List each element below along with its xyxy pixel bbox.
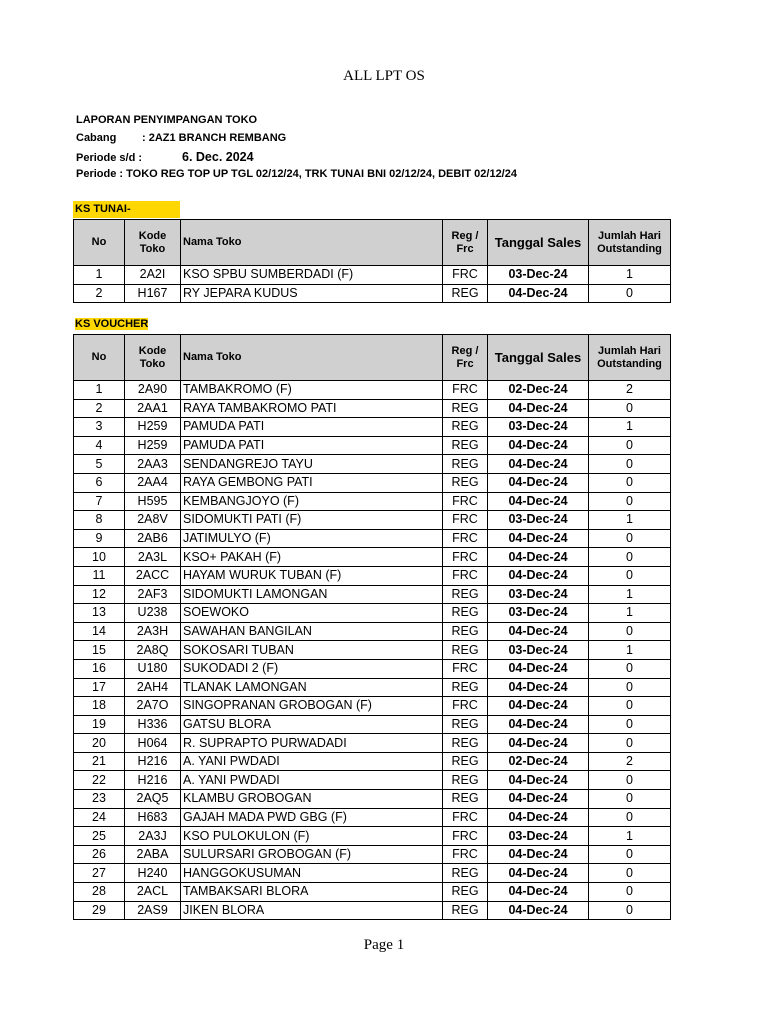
cell-tanggal: 04-Dec-24: [488, 715, 589, 734]
cell-no: 16: [74, 659, 125, 678]
cell-jumlah: 0: [589, 622, 671, 641]
cell-nama: KEMBANGJOYO (F): [181, 492, 443, 511]
page-number: Page 1: [363, 937, 405, 953]
cell-reg: FRC: [443, 266, 488, 285]
cell-nama: KLAMBU GROBOGAN: [181, 790, 443, 809]
cell-tanggal: 04-Dec-24: [488, 622, 589, 641]
cell-kode: 2A3H: [125, 622, 181, 641]
table-row: [74, 548, 671, 567]
cell-tanggal: 03-Dec-24: [488, 418, 589, 437]
cell-no: 3: [74, 418, 125, 437]
periode-line: [76, 150, 254, 164]
col-no-header: No: [74, 220, 125, 266]
cell-nama: PAMUDA PATI: [181, 418, 443, 437]
table-row: [74, 585, 671, 604]
cell-nama: TAMBAKSARI BLORA: [181, 883, 443, 902]
cell-nama: GATSU BLORA: [181, 715, 443, 734]
cell-tanggal: 03-Dec-24: [488, 827, 589, 846]
cell-kode: H336: [125, 715, 181, 734]
cell-kode: 2AF3: [125, 585, 181, 604]
cell-jumlah: 0: [589, 529, 671, 548]
ks-tunai-label: KS TUNAI-: [73, 201, 180, 218]
cell-nama: RAYA GEMBONG PATI: [181, 473, 443, 492]
cell-jumlah: 0: [589, 790, 671, 809]
table-header-row: [74, 335, 671, 381]
cell-no: 2: [74, 284, 125, 303]
cell-nama: SAWAHAN BANGILAN: [181, 622, 443, 641]
table-row: [74, 883, 671, 902]
cabang-line: [76, 132, 286, 144]
cell-no: 13: [74, 604, 125, 623]
cell-jumlah: 1: [589, 641, 671, 660]
col-no-header: No: [74, 335, 125, 381]
cell-reg: FRC: [443, 697, 488, 716]
col-tanggal-header: Tanggal Sales: [488, 335, 589, 381]
table-row: [74, 845, 671, 864]
cell-nama: A. YANI PWDADI: [181, 752, 443, 771]
cell-no: 29: [74, 901, 125, 920]
cell-nama: RAYA TAMBAKROMO PATI: [181, 399, 443, 418]
cell-jumlah: 0: [589, 455, 671, 474]
table-row: [74, 827, 671, 846]
col-nama-header: Nama Toko: [181, 220, 443, 266]
cell-tanggal: 04-Dec-24: [488, 734, 589, 753]
cell-tanggal: 04-Dec-24: [488, 473, 589, 492]
cabang-label: Cabang: [76, 132, 117, 144]
cell-no: 4: [74, 436, 125, 455]
cell-tanggal: 04-Dec-24: [488, 864, 589, 883]
table-row: [74, 715, 671, 734]
cell-no: 23: [74, 790, 125, 809]
cell-nama: HANGGOKUSUMAN: [181, 864, 443, 883]
cell-kode: 2A8V: [125, 511, 181, 530]
cell-reg: FRC: [443, 381, 488, 400]
cell-reg: REG: [443, 622, 488, 641]
cell-no: 2: [74, 399, 125, 418]
cell-reg: FRC: [443, 808, 488, 827]
cell-kode: 2AA4: [125, 473, 181, 492]
cell-nama: SOEWOKO: [181, 604, 443, 623]
cell-tanggal: 04-Dec-24: [488, 548, 589, 567]
cell-tanggal: 03-Dec-24: [488, 585, 589, 604]
cell-jumlah: 0: [589, 771, 671, 790]
cell-jumlah: 0: [589, 715, 671, 734]
cell-jumlah: 0: [589, 284, 671, 303]
cell-tanggal: 04-Dec-24: [488, 492, 589, 511]
table-row: [74, 752, 671, 771]
cell-reg: REG: [443, 418, 488, 437]
cell-jumlah: 1: [589, 827, 671, 846]
table-row: [74, 678, 671, 697]
table-row: [74, 529, 671, 548]
cell-nama: SUKODADI 2 (F): [181, 659, 443, 678]
cell-reg: REG: [443, 678, 488, 697]
table-row: [74, 734, 671, 753]
cell-no: 1: [74, 266, 125, 285]
table-row: [74, 381, 671, 400]
table-row: [74, 436, 671, 455]
cell-reg: REG: [443, 641, 488, 660]
table-row: [74, 418, 671, 437]
cell-kode: 2AS9: [125, 901, 181, 920]
cell-kode: H216: [125, 752, 181, 771]
cell-nama: JIKEN BLORA: [181, 901, 443, 920]
cell-no: 18: [74, 697, 125, 716]
cell-reg: REG: [443, 901, 488, 920]
cell-kode: 2A3J: [125, 827, 181, 846]
cell-kode: U238: [125, 604, 181, 623]
cell-kode: 2AA1: [125, 399, 181, 418]
cell-nama: SIDOMUKTI LAMONGAN: [181, 585, 443, 604]
col-kode-header: Kode Toko: [125, 220, 181, 266]
col-kode-header: Kode Toko: [125, 335, 181, 381]
table-row: [74, 864, 671, 883]
cell-reg: REG: [443, 734, 488, 753]
col-jumlah-header: Jumlah Hari Outstanding: [589, 220, 671, 266]
table-row: [74, 697, 671, 716]
cell-no: 14: [74, 622, 125, 641]
col-reg-header: Reg / Frc: [443, 335, 488, 381]
cell-kode: H064: [125, 734, 181, 753]
cell-no: 1: [74, 381, 125, 400]
cell-kode: 2AH4: [125, 678, 181, 697]
cell-kode: 2AB6: [125, 529, 181, 548]
cell-kode: U180: [125, 659, 181, 678]
cabang-value: : 2AZ1 BRANCH REMBANG: [142, 132, 287, 144]
cell-kode: H167: [125, 284, 181, 303]
col-jumlah-header: Jumlah Hari Outstanding: [589, 335, 671, 381]
cell-jumlah: 1: [589, 511, 671, 530]
cell-tanggal: 02-Dec-24: [488, 381, 589, 400]
page-title: ALL LPT OS: [343, 68, 425, 84]
periode-value: 6. Dec. 2024: [182, 150, 254, 164]
cell-nama: HAYAM WURUK TUBAN (F): [181, 566, 443, 585]
cell-tanggal: 04-Dec-24: [488, 455, 589, 474]
cell-nama: SULURSARI GROBOGAN (F): [181, 845, 443, 864]
cell-no: 10: [74, 548, 125, 567]
cell-kode: 2AA3: [125, 455, 181, 474]
cell-nama: SOKOSARI TUBAN: [181, 641, 443, 660]
cell-jumlah: 0: [589, 678, 671, 697]
cell-jumlah: 2: [589, 381, 671, 400]
cell-jumlah: 0: [589, 808, 671, 827]
cell-kode: 2ACL: [125, 883, 181, 902]
cell-kode: 2ABA: [125, 845, 181, 864]
table-row: [74, 771, 671, 790]
cell-no: 17: [74, 678, 125, 697]
cell-jumlah: 0: [589, 436, 671, 455]
cell-no: 12: [74, 585, 125, 604]
cell-kode: H595: [125, 492, 181, 511]
cell-jumlah: 0: [589, 901, 671, 920]
cell-jumlah: 2: [589, 752, 671, 771]
cell-no: 15: [74, 641, 125, 660]
cell-tanggal: 02-Dec-24: [488, 752, 589, 771]
cell-reg: REG: [443, 752, 488, 771]
cell-nama: SIDOMUKTI PATI (F): [181, 511, 443, 530]
table-row: [74, 399, 671, 418]
table-row: [74, 622, 671, 641]
cell-no: 7: [74, 492, 125, 511]
cell-kode: 2A2I: [125, 266, 181, 285]
cell-jumlah: 0: [589, 473, 671, 492]
cell-no: 26: [74, 845, 125, 864]
cell-kode: H259: [125, 418, 181, 437]
table-row: [74, 901, 671, 920]
report-title: LAPORAN PENYIMPANGAN TOKO: [76, 114, 258, 126]
cell-no: 11: [74, 566, 125, 585]
cell-reg: REG: [443, 455, 488, 474]
table-row: [74, 604, 671, 623]
cell-jumlah: 1: [589, 585, 671, 604]
col-tanggal-header: Tanggal Sales: [488, 220, 589, 266]
table-row: [74, 808, 671, 827]
cell-kode: 2A7O: [125, 697, 181, 716]
cell-reg: REG: [443, 790, 488, 809]
cell-jumlah: 0: [589, 659, 671, 678]
cell-tanggal: 04-Dec-24: [488, 845, 589, 864]
cell-reg: FRC: [443, 492, 488, 511]
cell-reg: REG: [443, 883, 488, 902]
cell-tanggal: 04-Dec-24: [488, 771, 589, 790]
table-row: [74, 455, 671, 474]
cell-no: 19: [74, 715, 125, 734]
cell-no: 24: [74, 808, 125, 827]
cell-reg: FRC: [443, 548, 488, 567]
ks-voucher-label: [73, 316, 148, 333]
cell-nama: JATIMULYO (F): [181, 529, 443, 548]
cell-jumlah: 0: [589, 492, 671, 511]
cell-tanggal: 04-Dec-24: [488, 284, 589, 303]
cell-kode: 2A3L: [125, 548, 181, 567]
periode-detail: Periode : TOKO REG TOP UP TGL 02/12/24, TRK TUNAI BNI 02/12/24, DEBIT 02/12/24: [76, 168, 517, 180]
cell-nama: TAMBAKROMO (F): [181, 381, 443, 400]
cell-reg: REG: [443, 399, 488, 418]
cell-kode: H683: [125, 808, 181, 827]
col-reg-header: Reg / Frc: [443, 220, 488, 266]
table-row: [74, 284, 671, 303]
cell-jumlah: 0: [589, 883, 671, 902]
cell-reg: FRC: [443, 511, 488, 530]
cell-jumlah: 0: [589, 734, 671, 753]
cell-jumlah: 0: [589, 399, 671, 418]
cell-no: 25: [74, 827, 125, 846]
cell-reg: REG: [443, 473, 488, 492]
cell-nama: KSO PULOKULON (F): [181, 827, 443, 846]
table-row: [74, 659, 671, 678]
cell-reg: REG: [443, 604, 488, 623]
cell-jumlah: 0: [589, 697, 671, 716]
cell-reg: REG: [443, 771, 488, 790]
cell-kode: 2A90: [125, 381, 181, 400]
cell-nama: KSO+ PAKAH (F): [181, 548, 443, 567]
ks-voucher-table: [73, 334, 671, 920]
table-header-row: [74, 220, 671, 266]
cell-nama: GAJAH MADA PWD GBG (F): [181, 808, 443, 827]
cell-nama: SINGOPRANAN GROBOGAN (F): [181, 697, 443, 716]
cell-no: 6: [74, 473, 125, 492]
cell-jumlah: 1: [589, 604, 671, 623]
table-row: [74, 641, 671, 660]
cell-tanggal: 04-Dec-24: [488, 399, 589, 418]
cell-tanggal: 04-Dec-24: [488, 659, 589, 678]
cell-no: 5: [74, 455, 125, 474]
cell-no: 20: [74, 734, 125, 753]
cell-nama: PAMUDA PATI: [181, 436, 443, 455]
cell-no: 8: [74, 511, 125, 530]
cell-tanggal: 03-Dec-24: [488, 511, 589, 530]
cell-tanggal: 04-Dec-24: [488, 436, 589, 455]
cell-jumlah: 1: [589, 266, 671, 285]
table-row: [74, 566, 671, 585]
table-row: [74, 511, 671, 530]
cell-reg: REG: [443, 585, 488, 604]
cell-reg: FRC: [443, 566, 488, 585]
cell-tanggal: 04-Dec-24: [488, 697, 589, 716]
cell-reg: FRC: [443, 827, 488, 846]
cell-jumlah: 0: [589, 845, 671, 864]
cell-kode: H216: [125, 771, 181, 790]
cell-jumlah: 1: [589, 418, 671, 437]
cell-tanggal: 04-Dec-24: [488, 883, 589, 902]
table-row: [74, 790, 671, 809]
cell-tanggal: 03-Dec-24: [488, 641, 589, 660]
cell-nama: TLANAK LAMONGAN: [181, 678, 443, 697]
cell-tanggal: 04-Dec-24: [488, 808, 589, 827]
table-row: [74, 266, 671, 285]
cell-reg: REG: [443, 715, 488, 734]
cell-kode: H259: [125, 436, 181, 455]
cell-jumlah: 0: [589, 566, 671, 585]
cell-tanggal: 04-Dec-24: [488, 901, 589, 920]
cell-jumlah: 0: [589, 548, 671, 567]
cell-tanggal: 04-Dec-24: [488, 678, 589, 697]
cell-reg: FRC: [443, 529, 488, 548]
cell-no: 21: [74, 752, 125, 771]
cell-reg: REG: [443, 864, 488, 883]
cell-jumlah: 0: [589, 864, 671, 883]
cell-reg: REG: [443, 436, 488, 455]
cell-tanggal: 04-Dec-24: [488, 790, 589, 809]
cell-nama: SENDANGREJO TAYU: [181, 455, 443, 474]
table-row: [74, 492, 671, 511]
cell-tanggal: 03-Dec-24: [488, 604, 589, 623]
periode-label: Periode s/d :: [76, 152, 143, 164]
cell-nama: KSO SPBU SUMBERDADI (F): [181, 266, 443, 285]
cell-no: 9: [74, 529, 125, 548]
cell-kode: 2ACC: [125, 566, 181, 585]
cell-tanggal: 04-Dec-24: [488, 566, 589, 585]
cell-nama: A. YANI PWDADI: [181, 771, 443, 790]
ks-voucher-label-text: KS VOUCHER: [75, 318, 149, 330]
table-row: [74, 473, 671, 492]
cell-tanggal: 04-Dec-24: [488, 529, 589, 548]
cell-no: 27: [74, 864, 125, 883]
cell-kode: 2A8Q: [125, 641, 181, 660]
cell-kode: H240: [125, 864, 181, 883]
cell-nama: RY JEPARA KUDUS: [181, 284, 443, 303]
col-nama-header: Nama Toko: [181, 335, 443, 381]
cell-kode: 2AQ5: [125, 790, 181, 809]
cell-nama: R. SUPRAPTO PURWADADI: [181, 734, 443, 753]
cell-no: 28: [74, 883, 125, 902]
cell-tanggal: 03-Dec-24: [488, 266, 589, 285]
ks-tunai-table: [73, 219, 671, 303]
cell-no: 22: [74, 771, 125, 790]
cell-reg: REG: [443, 284, 488, 303]
cell-reg: FRC: [443, 845, 488, 864]
cell-reg: FRC: [443, 659, 488, 678]
